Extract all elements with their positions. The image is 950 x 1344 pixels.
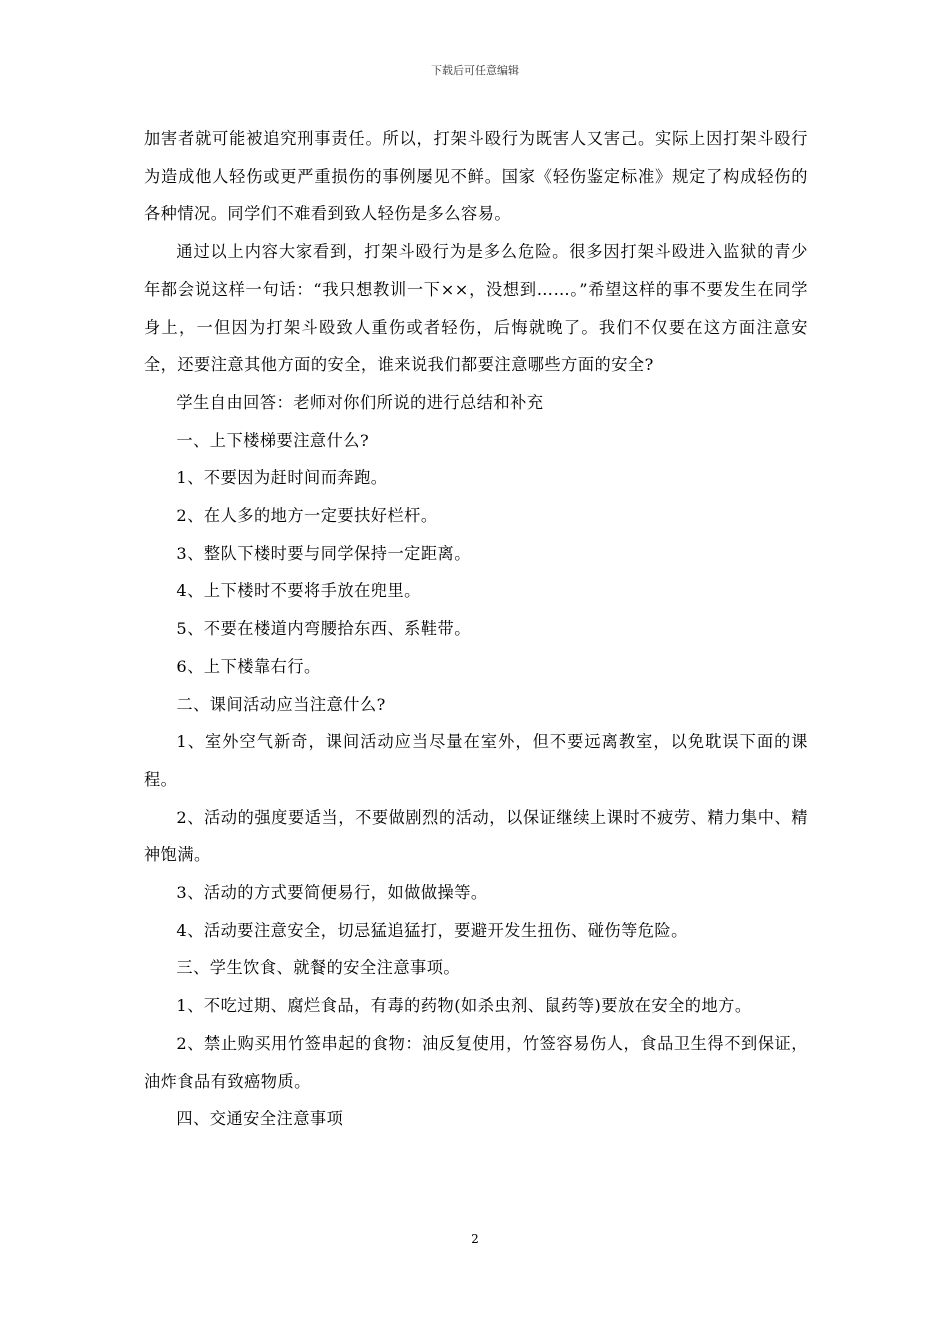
list-item: 1、不吃过期、腐烂食品，有毒的药物(如杀虫剂、鼠药等)要放在安全的地方。 [176,996,752,1016]
section-heading: 三、学生饮食、就餐的安全注意事项。 [176,958,461,978]
list-item: 2、在人多的地方一定要扶好栏杆。 [176,506,438,526]
page-number: 2 [471,1232,479,1246]
list-item: 3、整队下楼时要与同学保持一定距离。 [176,543,471,563]
document-body [144,120,808,1138]
list-item: 2、活动的强度要适当，不要做剧烈的活动，以保证继续上课时不疲劳、精力集中、精神饱满。 [144,807,808,865]
section-heading: 一、上下楼梯要注意什么? [176,430,370,450]
list-item: 4、上下楼时不要将手放在兜里。 [176,581,421,601]
list-item: 5、不要在楼道内弯腰拾东西、系鞋带。 [176,619,471,639]
list-item: 1、不要因为赶时间而奔跑。 [176,468,388,488]
list-item: 3、活动的方式要简便易行，如做做操等。 [176,883,488,903]
page-header: 下载后可任意编辑 [431,64,519,77]
section-heading: 四、交通安全注意事项 [176,1109,344,1129]
paragraph: 学生自由回答：老师对你们所说的进行总结和补充 [176,392,544,412]
list-item: 4、活动要注意安全，切忌猛追猛打，要避开发生扭伤、碰伤等危险。 [176,920,688,940]
paragraph: 加害者就可能被追究刑事责任。所以，打架斗殴行为既害人又害己。实际上因打架斗殴行为造成他人轻伤或更严重损伤的事例屡见不鲜。国家《轻伤鉴定标准》规定了构成轻伤的各种情况。同学们不难看到致人轻伤是多么容易。 [144,129,808,224]
paragraph: 通过以上内容大家看到，打架斗殴行为是多么危险。很多因打架斗殴进入监狱的青少年都会说这样一句话：“我只想教训一下××，没想到……。”希望这样的事不要发生在同学身上，一但因为打架斗殴致人重伤或者轻伤，后悔就晚了。我们不仅要在这方面注意安全，还要注意其他方面的安全，谁来说我们都要注意哪些方面的安全? [144,242,808,375]
list-item: 6、上下楼靠右行。 [176,656,321,676]
section-heading: 二、课间活动应当注意什么? [176,694,386,714]
list-item: 2、禁止购买用竹签串起的食物：油反复使用，竹签容易伤人，食品卫生得不到保证，油炸食品有致癌物质。 [144,1033,808,1091]
list-item: 1、室外空气新奇，课间活动应当尽量在室外，但不要远离教室，以免耽误下面的课程。 [144,732,808,789]
